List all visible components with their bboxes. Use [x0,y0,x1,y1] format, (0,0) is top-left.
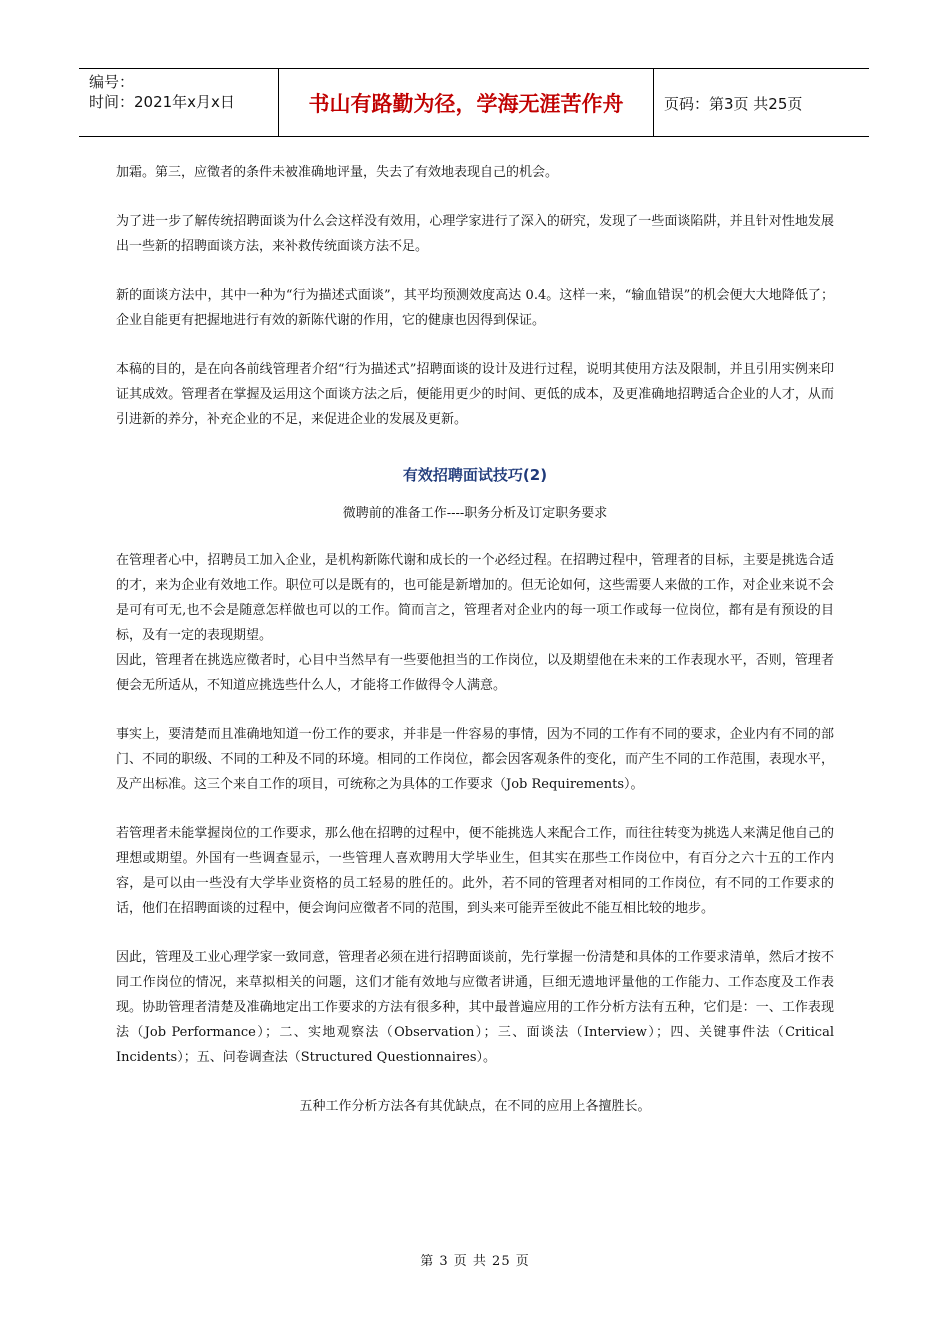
paragraph: 因此，管理者在挑选应徵者时，心目中当然早有一些要他担当的工作岗位，以及期望他在未来的工作表现水平，否则，管理者便会无所适从，不知道应挑选些什么人，才能将工作做得令人满意。 [116,653,834,693]
paragraph: 在管理者心中，招聘员工加入企业，是机构新陈代谢和成长的一个必经过程。在招聘过程中，管理者的目标，主要是挑选合适的才，来为企业有效地工作。职位可以是既有的，也可能是新增加的。但无论如何，这些需要人来做的工作，对企业来说不会是可有可无,也不会是随意怎样做也可以的工作。简而言之，管理者对企业内的每一项工作或每一位岗位，都有是有预设的目标，及有一定的表现期望。 [116,553,834,643]
paragraph: 若管理者未能掌握岗位的工作要求，那么他在招聘的过程中，便不能挑选人来配合工作，而往往转变为挑选人来满足他自己的理想或期望。外国有一些调查显示，一些管理人喜欢聘用大学毕业生，但其实在那些工作岗位中，有百分之六十五的工作内容，是可以由一些没有大学毕业资格的员工轻易的胜任的。此外，若不同的管理者对相同的工作岗位，有不同的工作要求的话，他们在招聘面谈的过程中，便会询问应徵者不同的范围，到头来可能弄至彼此不能互相比较的地步。 [116,826,834,916]
paragraph: 事实上，要清楚而且准确地知道一份工作的要求，并非是一件容易的事情，因为不同的工作有不同的要求，企业内有不同的部门、不同的职级、不同的工种及不同的环境。相同的工作岗位，都会因客观条件的变化，而产生不同的工作范围，表现水平，及产出标准。这三个来自工作的项目，可统称之为具体的工作要求（Job Requirements）。 [116,727,834,792]
header-meta [79,69,279,136]
time-label: 时间：2021年x月x日 [89,93,235,111]
paragraph: 本稿的目的，是在向各前线管理者介绍“行为描述式”招聘面谈的设计及进行过程，说明其使用方法及限制，并且引用实例来印证其成效。管理者在掌握及运用这个面谈方法之后，便能用更少的时间、更低的成本，及更准确地招聘适合企业的人才，从而引进新的养分，补充企业的不足，来促进企业的发展及更新。 [116,362,834,427]
paragraph: 为了进一步了解传统招聘面谈为什么会这样没有效用，心理学家进行了深入的研究，发现了一些面谈陷阱，并且针对性地发展出一些新的招聘面谈方法，来补救传统面谈方法不足。 [116,214,834,254]
document-body [116,160,834,1119]
header-page-info: 页码：第3页 共25页 [664,95,803,113]
paragraph: 因此，管理及工业心理学家一致同意，管理者必须在进行招聘面谈前，先行掌握一份清楚和具体的工作要求清单，然后才按不同工作岗位的情况，来草拟相关的问题，这们才能有效地与应徵者讲通，巨细无遗地评量他的工作能力、工作态度及工作表现。协助管理者清楚及准确地定出工作要求的方法有很多种，其中最普遍应用的工作分析方法有五种，它们是：一、工作表现法（Job Performance）；二、实地观察法（Observation）；三、面谈法（Interview）；四、关键事件法（Critical Incidents）；五、问卷调查法（Structured Questionnaires）。 [116,950,834,1065]
page-header [79,68,869,137]
section-subtitle: 微聘前的准备工作----职务分析及订定职务要求 [342,506,608,521]
section-title: 有效招聘面试技巧(2) [402,466,548,484]
paragraph: 五种工作分析方法各有其优缺点，在不同的应用上各擅胜长。 [299,1099,651,1114]
paragraph: 新的面谈方法中，其中一种为“行为描述式面谈”，其平均预测效度高达 0.4。这样一来，“输血错误”的机会便大大地降低了；企业自能更有把握地进行有效的新陈代谢的作用，它的健康也因得到保证。 [116,288,834,328]
paragraph: 加霜。第三，应徵者的条件未被准确地评量，失去了有效地表现自己的机会。 [116,165,559,180]
page-footer: 第 3 页 共 25 页 [420,1254,530,1269]
header-motto: 书山有路勤为径，学海无涯苦作舟 [279,69,654,136]
number-label: 编号： [89,73,135,91]
